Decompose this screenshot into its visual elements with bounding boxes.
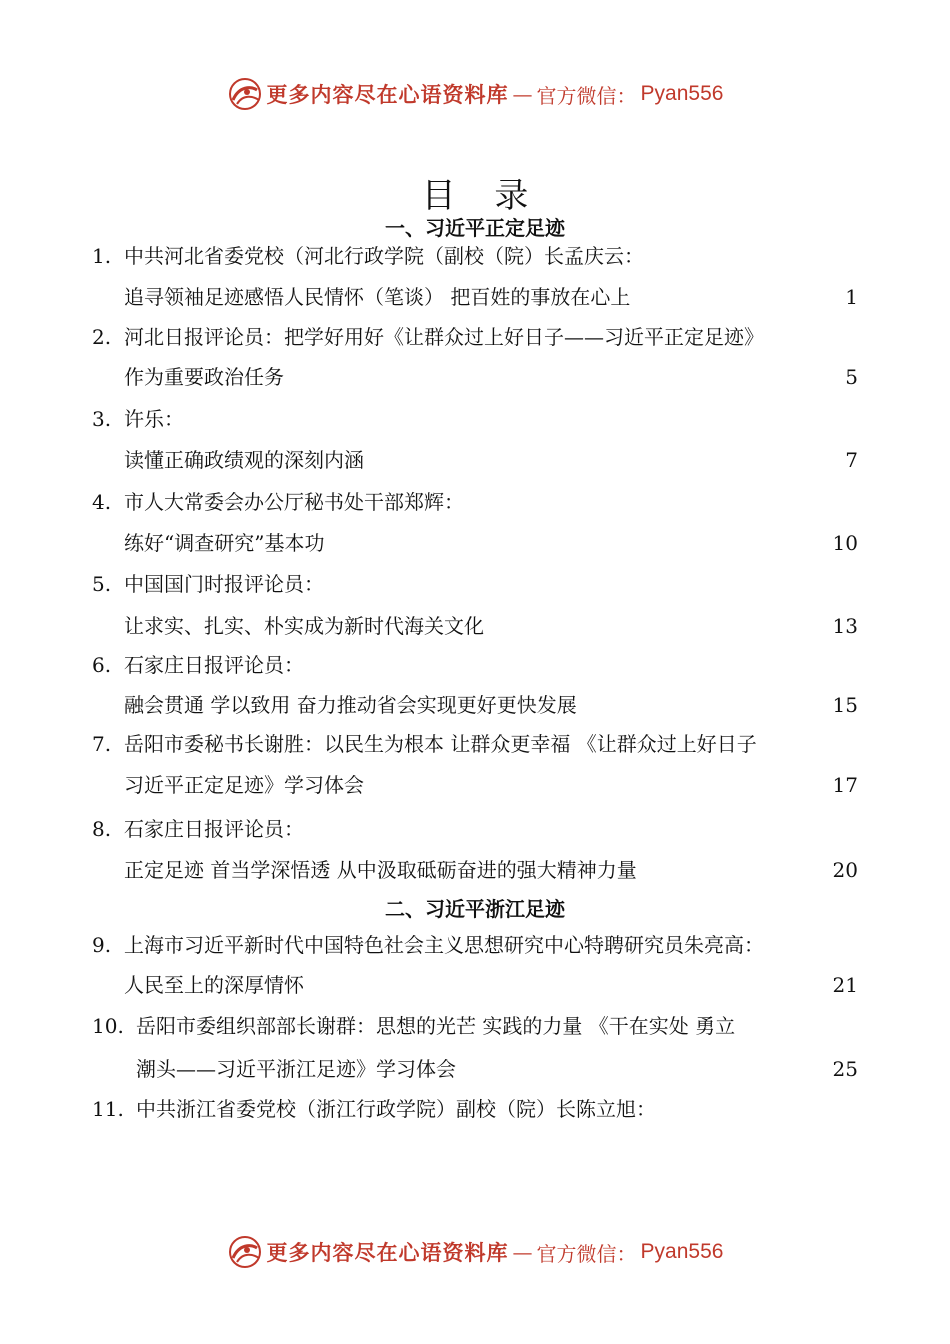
watermark-text: 更多内容尽在心语资料库 [266,1240,509,1265]
toc-entry-7-line2[interactable]: 习近平正定足迹》学习体会 [124,773,364,797]
toc-entry-5-line2[interactable]: 让求实、扎实、朴实成为新时代海关文化 [124,614,484,638]
section-heading: 二、习近平浙江足迹 [385,897,565,921]
toc-entry-2-line2[interactable]: 作为重要政治任务 [124,365,284,389]
watermark-footer [0,1230,950,1274]
entry-text: 岳阳市委组织部部长谢群：思想的光芒 实践的力量 《干在实处 勇立 [136,1014,736,1038]
page-number: 20 [832,858,858,882]
toc-entry-3-line1[interactable] [92,407,184,431]
entry-number: 9. [92,933,112,957]
watermark-text: 更多内容尽在心语资料库 [266,82,509,107]
toc-entry-10-line1[interactable] [92,1014,735,1038]
entry-text: 石家庄日报评论员： [124,653,304,677]
watermark-wechat-id: Pyan556 [640,82,724,105]
entry-number: 5. [92,572,112,596]
toc-entry-8-line2[interactable]: 正定足迹 首当学深悟透 从中汲取砥砺奋进的强大精神力量 [124,858,637,882]
entry-number: 8. [92,817,112,841]
page-title: 目 录 [421,176,543,216]
entry-number: 11. [92,1097,124,1121]
entry-text: 河北日报评论员：把学好用好《让群众过上好日子——习近平正定足迹》 [124,325,764,349]
entry-text: 岳阳市委秘书长谢胜：以民生为根本 让群众更幸福 《让群众过上好日子 [124,732,757,756]
entry-text: 许乐： [124,407,184,431]
entry-number: 2. [92,325,112,349]
entry-text: 中共浙江省委党校（浙江行政学院）副校（院）长陈立旭： [136,1097,656,1121]
toc-entry-9-line2[interactable]: 人民至上的深厚情怀 [124,973,304,997]
entry-number: 6. [92,653,112,677]
entry-number: 10. [92,1014,124,1038]
toc-entry-1-line2[interactable]: 追寻领袖足迹感悟人民情怀（笔谈） 把百姓的事放在心上 [124,285,631,309]
page-number: 15 [832,693,858,717]
entry-number: 7. [92,732,112,756]
entry-text: 上海市习近平新时代中国特色社会主义思想研究中心特聘研究员朱亮高： [124,933,764,957]
watermark-wechat-label: 官方微信： [536,1241,637,1266]
page-number: 7 [845,448,858,472]
toc-entry-6-line2[interactable]: 融会贯通 学以致用 奋力推动省会实现更好更快发展 [124,693,577,717]
section-heading: 一、习近平正定足迹 [385,216,565,240]
page-number: 13 [832,614,858,638]
watermark-dash: — [512,1240,533,1264]
entry-text: 市人大常委会办公厅秘书处干部郑辉： [124,490,464,514]
toc-entry-7-line1[interactable] [92,732,757,756]
page-number: 21 [832,973,858,997]
toc-entry-1-line1[interactable] [92,244,644,268]
toc-entry-11-line1[interactable] [92,1097,656,1121]
watermark-dash: — [512,82,533,106]
toc-entry-5-line1[interactable] [92,572,324,596]
page-number: 1 [845,285,858,309]
page-number: 5 [845,365,858,389]
toc-entry-9-line1[interactable] [92,933,764,957]
watermark-header [0,72,950,116]
watermark-wechat-id: Pyan556 [640,1240,724,1263]
page-number: 25 [832,1057,858,1081]
entry-text: 中共河北省委党校（河北行政学院（副校（院）长孟庆云： [124,244,644,268]
toc-entry-3-line2[interactable]: 读懂正确政绩观的深刻内涵 [124,448,364,472]
seal-logo-icon [227,1234,263,1270]
toc-entry-4-line1[interactable] [92,490,464,514]
toc-entry-8-line1[interactable] [92,817,304,841]
toc-entry-2-line1[interactable] [92,325,764,349]
watermark-wechat-label: 官方微信： [536,83,637,108]
entry-number: 3. [92,407,112,431]
entry-text: 石家庄日报评论员： [124,817,304,841]
toc-entry-4-line2[interactable]: 练好“调查研究”基本功 [124,531,325,555]
entry-number: 4. [92,490,112,514]
page-number: 17 [832,773,858,797]
toc-entry-10-line2[interactable]: 潮头——习近平浙江足迹》学习体会 [136,1057,456,1081]
entry-text: 中国国门时报评论员： [124,572,324,596]
page-number: 10 [832,531,858,555]
toc-entry-6-line1[interactable] [92,653,304,677]
entry-number: 1. [92,244,112,268]
seal-logo-icon [227,76,263,112]
